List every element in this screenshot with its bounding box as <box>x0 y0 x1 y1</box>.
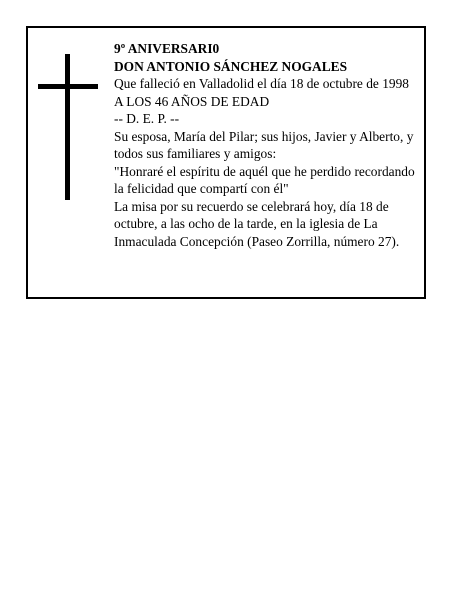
cross-icon <box>38 54 98 200</box>
death-info: Que falleció en Valladolid el día 18 de octubre de 1998 <box>114 76 409 91</box>
mass-info: La misa por su recuerdo se celebrará hoy, día 18 de octubre, a las ocho de la tarde, en la iglesia de La Inmaculada Concepción (Paseo Zorrilla, número 27). <box>114 198 400 249</box>
family-line: Su esposa, María del Pilar; sus hijos, Javier y Alberto, y todos sus familiares y amigos: <box>114 128 414 161</box>
cross-horizontal-bar <box>38 84 98 89</box>
rip-line: -- D. E. P. -- <box>114 111 180 126</box>
obituary-notice <box>26 26 426 299</box>
memorial-quote: "Honraré el espíritu de aquél que he perdido recordando la felicidad que compartí con él" <box>114 163 415 196</box>
notice-text <box>114 40 426 250</box>
anniversary-heading: 9º ANIVERSARI0 <box>114 41 220 56</box>
cross-vertical-bar <box>65 54 70 200</box>
deceased-name: DON ANTONIO SÁNCHEZ NOGALES <box>114 58 348 74</box>
age-at-death: A LOS 46 AÑOS DE EDAD <box>114 93 270 109</box>
